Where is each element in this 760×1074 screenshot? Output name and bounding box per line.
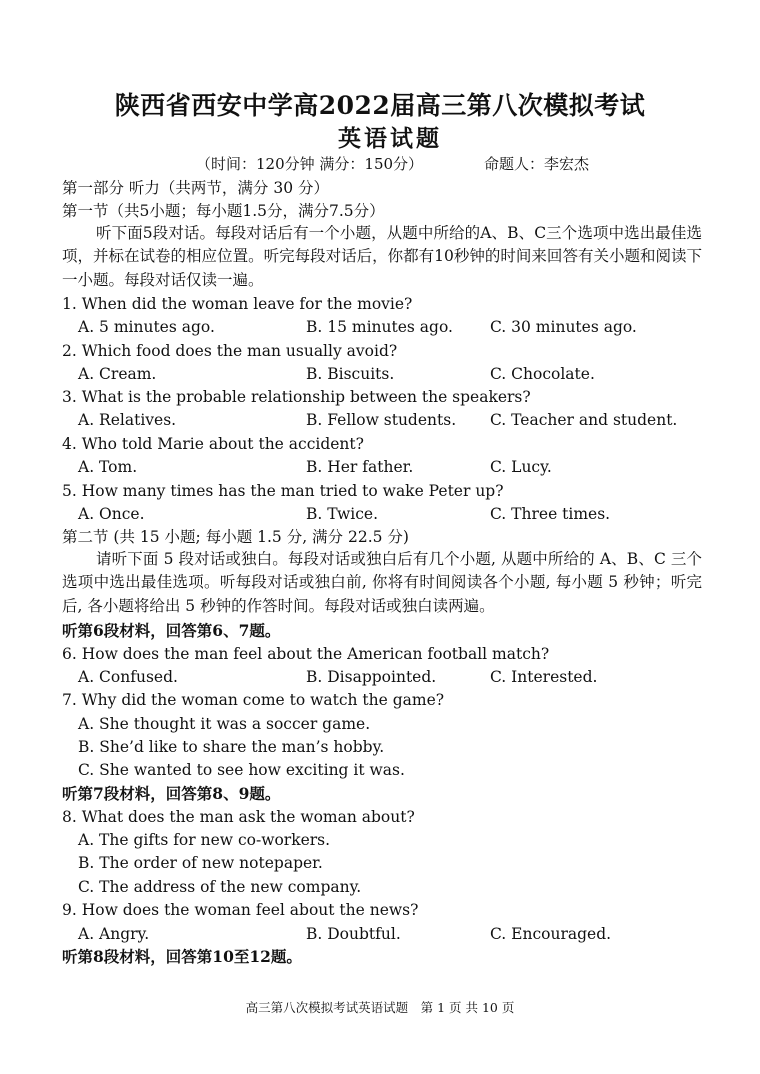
question-8-option-c: C. The address of the new company. (78, 878, 362, 896)
question-5-option-a: A. Once. (78, 505, 145, 523)
question-2-option-b: B. Biscuits. (306, 365, 395, 383)
question-6-option-c: C. Interested. (490, 668, 598, 686)
question-4-option-b: B. Her father. (306, 458, 414, 476)
question-8-option-b: B. The order of new notepaper. (78, 854, 323, 872)
question-1: 1. When did the woman leave for the movie? (62, 295, 413, 313)
question-2-option-c: C. Chocolate. (490, 365, 595, 383)
exam-subtitle: 英语试题 (338, 125, 442, 152)
question-4-option-a: A. Tom. (78, 458, 138, 476)
question-3-option-b: B. Fellow students. (306, 411, 457, 429)
question-4-option-c: C. Lucy. (490, 458, 552, 476)
exam-time: （时间：120分钟 满分：150分） (196, 155, 424, 173)
question-6: 6. How does the man feel about the American football match? (62, 645, 550, 663)
passage7-heading: 听第7段材料，回答第8、9题。 (62, 784, 281, 803)
question-5-option-b: B. Twice. (306, 505, 379, 523)
question-8-option-a: A. The gifts for new co-workers. (78, 831, 331, 849)
question-3: 3. What is the probable relationship between the speakers? (62, 388, 531, 406)
question-1-option-a: A. 5 minutes ago. (78, 318, 215, 336)
question-7-option-a: A. She thought it was a soccer game. (78, 715, 371, 733)
question-7: 7. Why did the woman come to watch the game? (62, 691, 445, 709)
question-9: 9. How does the woman feel about the news? (62, 901, 419, 919)
section2-instructions: 请听下面 5 段对话或独白。每段对话或独白后有几个小题, 从题中所给的 A、B、C 三个选项中选出最佳选项。听每段对话或独白前, 你将有时间阅读各个小题, 每小题 5 秒钟；听完后, 各小题将给出 5 秒钟的作答时间。每段对话或独白读两遍。 (62, 550, 702, 615)
question-9-option-c: C. Encouraged. (490, 925, 612, 943)
question-6-option-b: B. Disappointed. (306, 668, 437, 686)
question-9-option-a: A. Angry. (78, 925, 150, 943)
section1-heading: 第一节（共5小题；每小题1.5分，满分7.5分） (62, 202, 385, 220)
question-1-option-c: C. 30 minutes ago. (490, 318, 637, 336)
question-6-option-a: A. Confused. (78, 668, 178, 686)
page-footer: 高三第八次模拟考试英语试题 第 1 页 共 10 页 (245, 1000, 515, 1015)
exam-title: 陕西省西安中学高2022届高三第八次模拟考试 (114, 91, 646, 120)
passage8-heading: 听第8段材料，回答第10至12题。 (62, 947, 302, 966)
question-2: 2. Which food does the man usually avoid? (62, 342, 398, 360)
section2-heading: 第二节 (共 15 小题; 每小题 1.5 分, 满分 22.5 分) (62, 528, 409, 546)
question-3-option-a: A. Relatives. (78, 411, 177, 429)
exam-author: 命题人：李宏杰 (484, 155, 590, 173)
part1-heading: 第一部分 听力（共两节，满分 30 分） (62, 179, 330, 197)
passage6-heading: 听第6段材料，回答第6、7题。 (62, 621, 281, 640)
question-1-option-b: B. 15 minutes ago. (306, 318, 453, 336)
question-5: 5. How many times has the man tried to wake Peter up? (62, 482, 504, 500)
question-7-option-b: B. She’d like to share the man’s hobby. (78, 738, 385, 756)
question-2-option-a: A. Cream. (78, 365, 157, 383)
question-9-option-b: B. Doubtful. (306, 925, 401, 943)
question-7-option-c: C. She wanted to see how exciting it was. (78, 761, 405, 779)
question-8: 8. What does the man ask the woman about? (62, 808, 415, 826)
question-3-option-c: C. Teacher and student. (490, 411, 678, 429)
question-5-option-c: C. Three times. (490, 505, 611, 523)
section1-instructions: 听下面5段对话。每段对话后有一个小题，从题中所给的A、B、C三个选项中选出最佳选项，并标在试卷的相应位置。听完每段对话后，你都有10秒钟的时间来回答有关小题和阅读下一小题。每段对话仅读一遍。 (62, 224, 702, 289)
question-4: 4. Who told Marie about the accident? (62, 435, 364, 453)
